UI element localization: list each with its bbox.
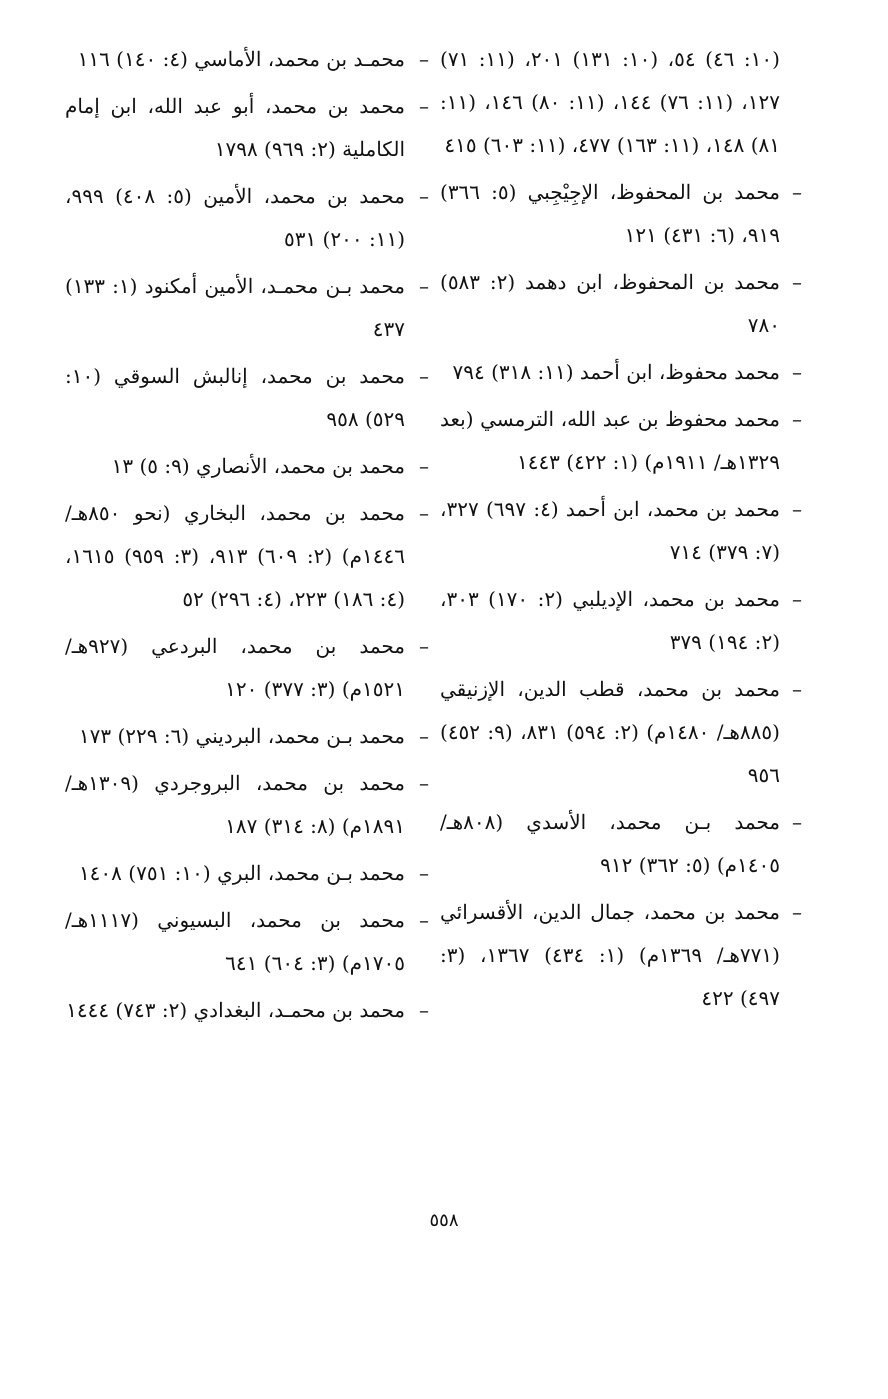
entry-text: محمد بـن محمد، الأسدي (٨٠٨هـ/ ١٤٠٥م) (٥: ٣٦٢) ٩١٢ [440, 810, 780, 877]
entry-dash: – [419, 908, 429, 932]
index-entry [65, 265, 429, 351]
index-entry [65, 445, 429, 488]
index-entry [440, 398, 802, 484]
index-entry [440, 488, 802, 574]
entry-dash: – [792, 360, 802, 384]
entry-text: محمـد بن محمد، الأماسي (٤: ١٤٠) ١١٦ [77, 47, 405, 71]
page-number: ٥٥٨ [429, 1210, 459, 1231]
index-entry [440, 578, 802, 664]
index-entry [440, 801, 802, 887]
entry-dash: – [419, 861, 429, 885]
index-entry [65, 899, 429, 985]
index-entry [65, 989, 429, 1032]
index-entry [65, 38, 429, 81]
index-entry [65, 625, 429, 711]
index-entry [65, 355, 429, 441]
index-entry [65, 762, 429, 848]
entry-text: محمد بن محمد، البردعي (٩٢٧هـ/ ١٥٢١م) (٣: ٣٧٧) ١٢٠ [65, 634, 405, 701]
entry-text: محمد بـن محمد، البري (١٠: ٧٥١) ١٤٠٨ [78, 861, 405, 885]
entry-dash: – [792, 900, 802, 924]
entry-text: محمد بن محمد، ابن أحمد (٤: ٦٩٧) ٣٢٧، (٧: ٣٧٩) ٧١٤ [440, 497, 780, 564]
index-entry [440, 171, 802, 257]
entry-text: محمد بن المحفوظ، ابن دهمد (٢: ٥٨٣) ٧٨٠ [440, 270, 780, 337]
entry-dash: – [792, 810, 802, 834]
index-entry [440, 891, 802, 1020]
entry-dash: – [419, 364, 429, 388]
entry-dash: – [419, 184, 429, 208]
entry-text: محمد محفوظ بن عبد الله، الترمسي (بعد ١٣٢٩هـ/ ١٩١١م) (١: ٤٢٢) ١٤٤٣ [440, 407, 780, 474]
index-entry [440, 261, 802, 347]
entry-dash: – [792, 180, 802, 204]
entry-dash: – [419, 501, 429, 525]
entry-text: محمد بن محمد، البخاري (نحو ٨٥٠هـ/ ١٤٤٦م) (٢: ٦٠٩) ٩١٣، (٣: ٩٥٩) ١٦١٥، (٤: ١٨٦) ٢٢٣، (٤: ٢٩٦) ٥٢ [65, 501, 405, 611]
entry-dash: – [792, 677, 802, 701]
entry-text: محمد بن محمد، قطب الدين، الإزنيقي (٨٨٥هـ/ ١٤٨٠م) (٢: ٥٩٤) ٨٣١، (٩: ٤٥٢) ٩٥٦ [440, 677, 780, 787]
left-column [65, 38, 429, 1036]
entry-dash: – [419, 634, 429, 658]
index-entry [440, 351, 802, 394]
entry-dash: – [419, 274, 429, 298]
entry-dash: – [419, 454, 429, 478]
entry-text: محمد بن محمـد، البغدادي (٢: ٧٤٣) ١٤٤٤ [66, 998, 405, 1022]
index-entry [65, 852, 429, 895]
entry-text: محمد بن محمد، إنالبش السوقي (١٠: ٥٢٩) ٩٥٨ [65, 364, 405, 431]
index-entry [65, 175, 429, 261]
entry-text: محمد بـن محمد، البرديني (٦: ٢٢٩) ١٧٣ [78, 724, 405, 748]
entry-dash: – [792, 270, 802, 294]
entry-text: محمد بن محمد، الأمين (٥: ٤٠٨) ٩٩٩، (١١: ٢٠٠) ٥٣١ [65, 184, 405, 251]
entry-dash: – [792, 497, 802, 521]
entry-dash: – [419, 47, 429, 71]
index-entry [440, 38, 780, 167]
entry-text: محمد بن محمد، أبو عبد الله، ابن إمام الكاملية (٢: ٩٦٩) ١٧٩٨ [65, 94, 405, 161]
entry-text: محمد بن محمد، الإديلبي (٢: ١٧٠) ٣٠٣، (٢: ١٩٤) ٣٧٩ [440, 587, 780, 654]
entry-text: (١٠: ٤٦) ٥٤، (١٠: ١٣١) ٢٠١، (١١: ٧١) ١٢٧، (١١: ٧٦) ١٤٤، (١١: ٨٠) ١٤٦، (١١: ٨١) ١٤٨، (١١: ١٦٣) ٤٧٧، (١١: ٦٠٣) ٤١٥ [440, 47, 780, 157]
index-entry [65, 492, 429, 621]
entry-text: محمد بن محمد، الأنصاري (٩: ٥) ١٣ [111, 454, 405, 478]
index-entry [65, 85, 429, 171]
entry-dash: – [792, 587, 802, 611]
index-entry [65, 715, 429, 758]
entry-dash: – [419, 998, 429, 1022]
right-column [440, 38, 802, 1024]
entry-dash: – [419, 771, 429, 795]
entry-text: محمد بـن محمـد، الأمين أمكنود (١: ١٣٣) ٤٣٧ [65, 274, 405, 341]
entry-dash: – [419, 724, 429, 748]
index-entry [440, 668, 802, 797]
entry-text: محمد بن محمد، البسيوني (١١١٧هـ/ ١٧٠٥م) (٣: ٦٠٤) ٦٤١ [65, 908, 405, 975]
entry-text: محمد بن محمد، جمال الدين، الأقسرائي (٧٧١هـ/ ١٣٦٩م) (١: ٤٣٤) ١٣٦٧، (٣: ٤٩٧) ٤٢٢ [440, 900, 780, 1010]
entry-text: محمد بن المحفوظ، الإجِيْجِبي (٥: ٣٦٦) ٩١٩، (٦: ٤٣١) ١٢١ [440, 180, 780, 247]
entry-text: محمد محفوظ، ابن أحمد (١١: ٣١٨) ٧٩٤ [452, 360, 780, 384]
entry-dash: – [792, 407, 802, 431]
entry-text: محمد بن محمد، البروجردي (١٣٠٩هـ/ ١٨٩١م) (٨: ٣١٤) ١٨٧ [65, 771, 405, 838]
entry-dash: – [419, 94, 429, 118]
